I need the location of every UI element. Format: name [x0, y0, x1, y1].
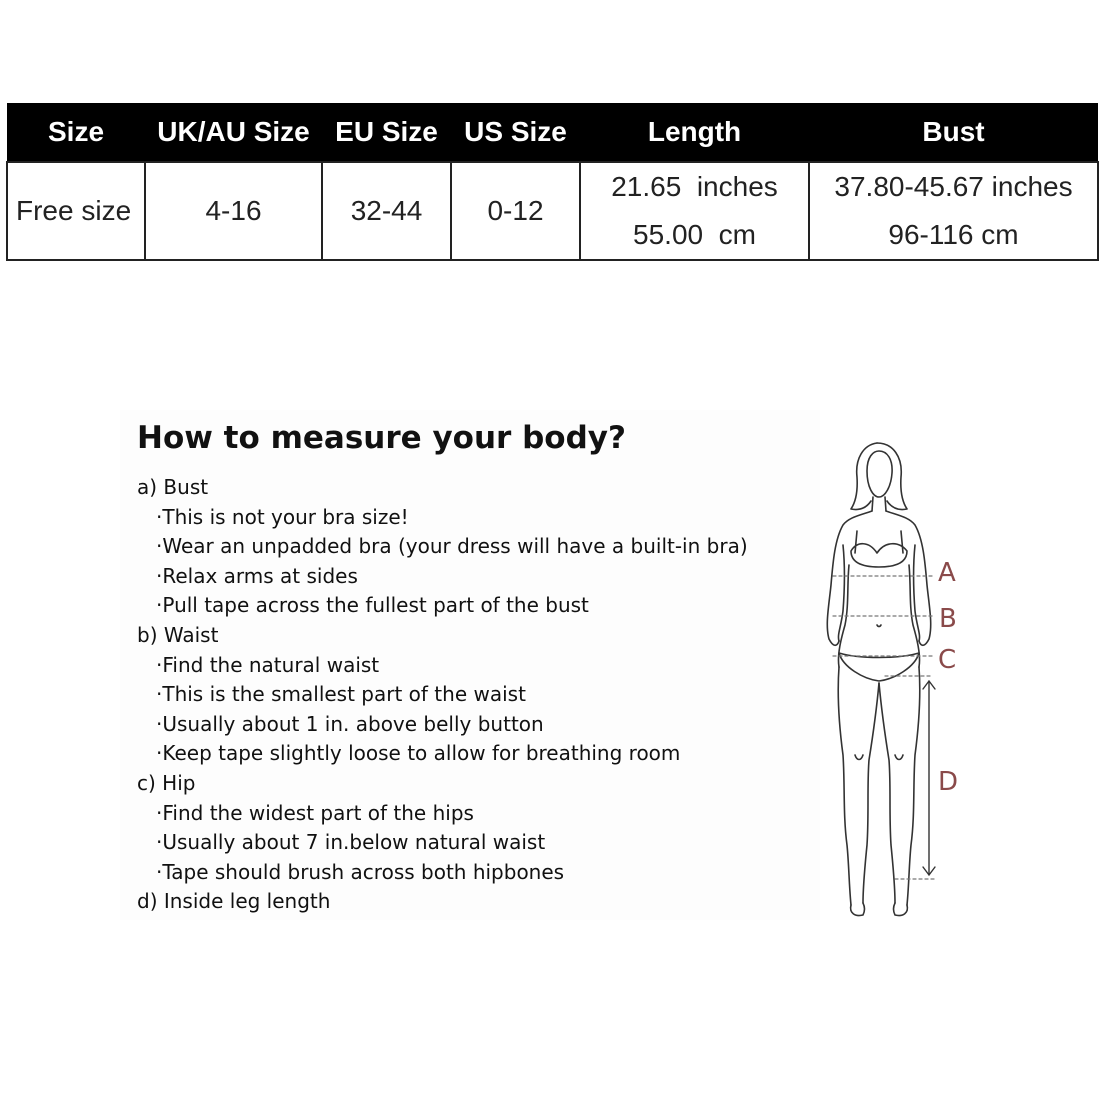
- underwear-outline: [839, 653, 919, 681]
- table-row: [7, 162, 1098, 260]
- list-item: ·Find the natural waist: [156, 652, 380, 677]
- cell-eu: 32-44: [322, 162, 451, 260]
- bust-inches: 37.80-45.67 inches: [834, 171, 1073, 202]
- cell-bust: [809, 162, 1098, 260]
- list-item: ·Usually about 1 in. above belly button: [156, 711, 544, 736]
- list-item: ·Keep tape slightly loose to allow for breathing room: [156, 741, 681, 766]
- guide-section-waist: b) Waist: [137, 622, 219, 647]
- marker-a: A: [938, 558, 956, 588]
- header-us-size: US Size: [451, 103, 580, 162]
- bust-cm: 96-116 cm: [888, 219, 1019, 250]
- marker-d: D: [938, 767, 959, 797]
- inside-leg-arrow: [923, 681, 935, 875]
- length-inches: 21.65 inches: [611, 171, 778, 202]
- cell-size: Free size: [7, 162, 145, 260]
- list-item: ·Usually about 7 in.below natural waist: [156, 830, 546, 855]
- header-uk-au-size: UK/AU Size: [145, 103, 322, 162]
- header-size: Size: [7, 103, 145, 162]
- cell-uk-au: 4-16: [145, 162, 322, 260]
- list-item: ·Wear an unpadded bra (your dress will have a built-in bra): [156, 534, 748, 559]
- length-cm: 55.00 cm: [633, 219, 756, 250]
- body-figure-illustration: [815, 435, 965, 920]
- list-item: ·Pull tape across the fullest part of the bust: [156, 593, 589, 618]
- list-item: ·Relax arms at sides: [156, 563, 358, 588]
- guide-list: [137, 473, 748, 917]
- list-item: ·Tape should brush across both hipbones: [156, 859, 565, 884]
- guide-title: How to measure your body?: [137, 420, 626, 456]
- list-item: ·Find the widest part of the hips: [156, 800, 474, 825]
- size-table: [6, 103, 1099, 261]
- marker-b: B: [939, 604, 957, 634]
- list-item: ·This is the smallest part of the waist: [156, 682, 526, 707]
- marker-c: C: [938, 645, 957, 675]
- list-item: ·This is not your bra size!: [156, 504, 409, 529]
- bra-outline: [851, 544, 907, 567]
- size-table-header-row: [7, 103, 1098, 162]
- guide-section-inside-leg: d) Inside leg length: [137, 889, 331, 914]
- header-length: Length: [580, 103, 809, 162]
- face-outline: [867, 451, 892, 497]
- cell-length: [580, 162, 809, 260]
- guide-section-bust: a) Bust: [137, 475, 209, 499]
- header-eu-size: EU Size: [322, 103, 451, 162]
- cell-us: 0-12: [451, 162, 580, 260]
- header-bust: Bust: [809, 103, 1098, 162]
- guide-section-hip: c) Hip: [137, 770, 196, 795]
